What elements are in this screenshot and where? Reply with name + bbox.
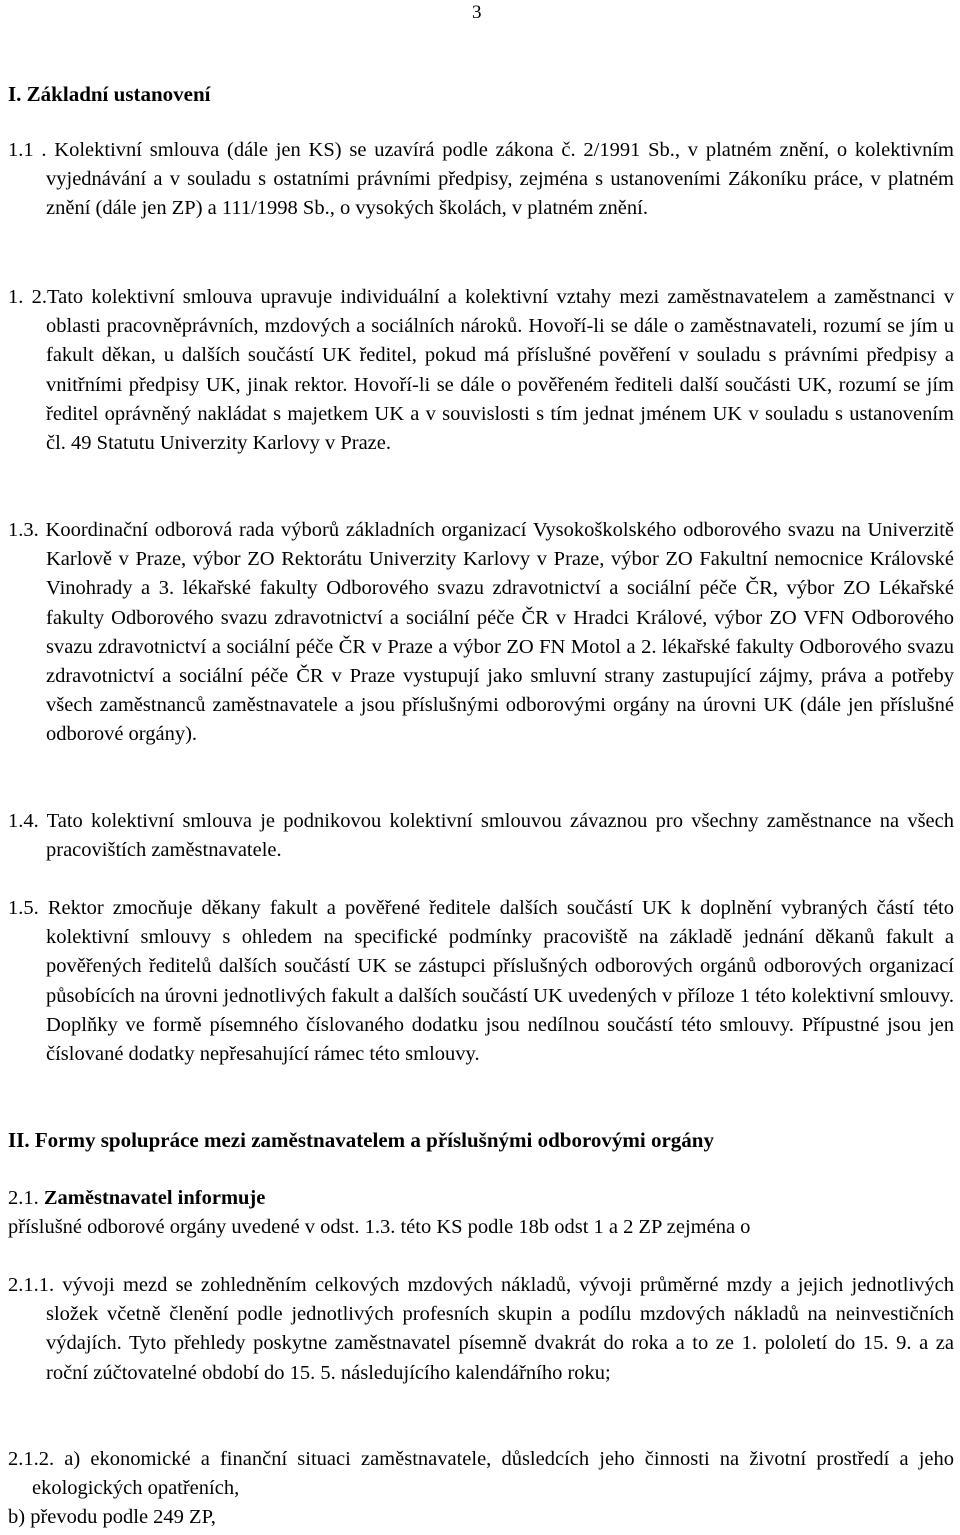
paragraph-1-5 xyxy=(8,894,954,1069)
paragraph-number: 1.5. xyxy=(8,897,39,919)
paragraph-1-4 xyxy=(8,807,954,865)
paragraph-number: 1.4. xyxy=(8,810,39,832)
paragraph-number: 2.1.1. xyxy=(8,1274,55,1296)
paragraph-text: Tato kolektivní smlouva je podnikovou kolektivní smlouvou závaznou pro všechny zaměstnance na všech pracovištích zaměstnavatele. xyxy=(38,810,954,862)
paragraph-1-3 xyxy=(8,516,954,750)
section-1-heading: I. Základní ustanovení xyxy=(8,82,211,106)
paragraph-text: vývoji mezd se zohledněním celkových mzdových nákladů, vývoji průměrné mzdy a jejich jednotlivých složek včetně členění podle jednotlivých profesních skupin a podílu mzdových nákladů na neinvestičních výdajích. Tyto přehledy poskytne zaměstnavatel písemně dvakrát do roka a to ze 1. pololetí do 15. 9. a za roční zúčtovatelné období do 15. 5. následujícího kalendářního roku; xyxy=(46,1274,954,1384)
paragraph-text: Kolektivní smlouva (dále jen KS) se uzavírá podle zákona č. 2/1991 Sb., v platném znění, o kolektivním vyjednávání a v souladu s ostatními právními předpisy, zejména s ustanoveními Zákoníku práce, v platném znění (dále jen ZP) a 111/1998 Sb., o vysokých školách, v platném znění. xyxy=(46,139,955,220)
paragraph-1-1 xyxy=(8,136,954,224)
paragraph-2-1-2 xyxy=(8,1445,954,1503)
subsection-number: 2.1. xyxy=(8,1187,39,1209)
paragraph-number: 1. 2. xyxy=(8,286,47,308)
paragraph-number: 1.3. xyxy=(8,519,39,541)
paragraph-number: 1.1 . xyxy=(8,139,47,161)
paragraph-2-1-2-b: b) převodu podle 249 ZP, xyxy=(8,1506,216,1528)
page-number: 3 xyxy=(472,2,482,23)
paragraph-2-1-1 xyxy=(8,1271,954,1388)
subsection-2-1-intro: příslušné odborové orgány uvedené v odst. 1.3. této KS podle 18b odst 1 a 2 ZP zejména o xyxy=(8,1216,751,1238)
paragraph-text: Rektor zmocňuje děkany fakult a pověřené ředitele dalších součástí UK k doplnění vybraných částí této kolektivní smlouvy s ohledem na specifické podmínky pracoviště na základě jednání děkanů fakult a pověřených ředitelů dalších součástí UK se zástupci příslušných odborových orgánů odborových organizací působících na úrovni jednotlivých fakult a dalších součástí UK uvedených v příloze 1 této kolektivní smlouvy. Doplňky ve formě písemného číslovaného dodatku jsou nedílnou součástí této smlouvy. Přípustné jsou jen číslované dodatky nepřesahující rámec této smlouvy. xyxy=(38,897,954,1066)
paragraph-text: a) ekonomické a finanční situaci zaměstnavatele, důsledcích jeho činnosti na životní prostředí a jeho ekologických opatřeních, xyxy=(32,1448,954,1500)
paragraph-1-2 xyxy=(8,283,954,458)
paragraph-number: 2.1.2. xyxy=(8,1448,55,1470)
section-2-heading: II. Formy spolupráce mezi zaměstnavatelem a příslušnými odborovými orgány xyxy=(8,1128,714,1152)
paragraph-text: Koordinační odborová rada výborů základních organizací Vysokoškolského odborového svazu na Univerzitě Karlově v Praze, výbor ZO Rektorátu Univerzity Karlovy v Praze, výbor ZO Fakultní nemocnice Královské Vinohrady a 3. lékařské fakulty Odborového svazu zdravotnictví a sociální péče ČR, výbor ZO Lékařské fakulty Odborového svazu zdravotnictví a sociální péče ČR v Hradci Králové, výbor ZO VFN Odborového svazu zdravotnictví a sociální péče ČR v Praze a výbor ZO FN Motol a 2. lékařské fakulty Odborového svazu zdravotnictví a sociální péče ČR v Praze vystupují jako smluvní strany zastupující zájmy, práva a potřeby všech zaměstnanců zaměstnavatele a jsou příslušnými odborovými orgány na úrovni UK (dále jen příslušné odborové orgány). xyxy=(38,519,954,746)
subsection-2-1-title xyxy=(8,1184,954,1213)
subsection-title: Zaměstnavatel informuje xyxy=(38,1187,266,1209)
paragraph-text: Tato kolektivní smlouva upravuje individuální a kolektivní vztahy mezi zaměstnavatelem a zaměstnanci v oblasti pracovněprávních, mzdových a sociálních nároků. Hovoří-li se dále o zaměstnavateli, rozumí se jím u fakult děkan, u dalších součástí UK ředitel, pokud má příslušné pověření v souladu s právními předpisy a vnitřními předpisy UK, jinak rektor. Hovoří-li se dále o pověřeném řediteli další součásti UK, rozumí se jím ředitel oprávněný nakládat s majetkem UK a v souvislosti s tím jednat jménem UK v souladu s ustanovením čl. 49 Statutu Univerzity Karlovy v Praze. xyxy=(46,286,954,455)
